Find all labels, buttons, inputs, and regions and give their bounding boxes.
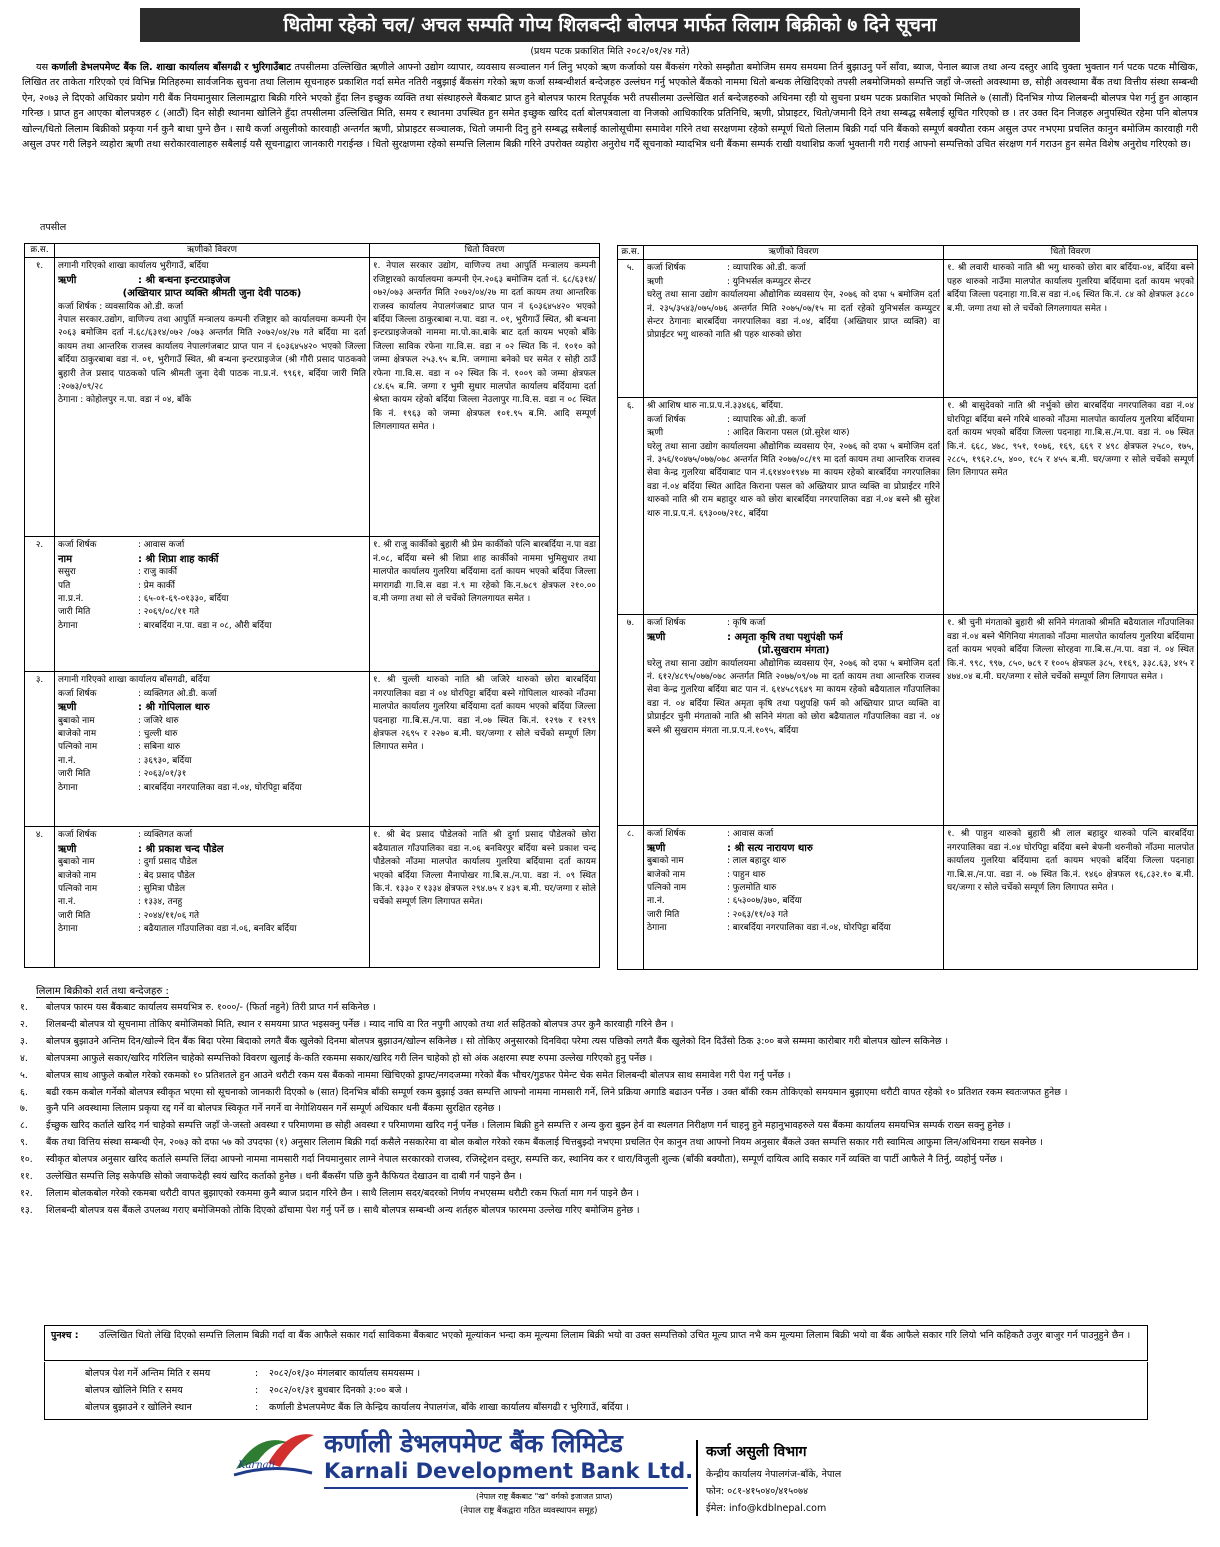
date-value: कर्णाली डेभलपमेण्ट बैंक लि केन्द्रिय कार्यालय नेपालगंज, बाँके शाखा कार्यालय बाँसगढी र भुरिगाउँ, बर्दिया । [269, 1402, 629, 1413]
field-label: ठेगाना [58, 782, 78, 793]
row-sn: ४. [25, 827, 55, 968]
field-value: : ६५३००७/३७०, बर्दिया [727, 896, 802, 907]
field-label: ऋणी [58, 702, 77, 714]
row-sn: ३. [25, 672, 55, 827]
condition-text: बैंक तथा वित्तिय संस्था सम्बन्धी ऐन, २०७३ को दफा ५७ को उपदफा (१) अनुसार लिलाम बिक्री गर्दा कसैले नसकारेमा वा बोल कबोल गरेको रकम बैंकलाई चित्तबुझ्दो नभएमा प्रचलित ऐन कानुन तथा आफ्नो नियम अनुसार बैंकले उक्त सम्पत्ति सकार गरी स्वामित्व आफुमा लिन/अधिनमा राख्न सक्नेछ । [46, 1137, 1043, 1149]
date-value: २०८२/०१/३० मंगलबार कार्यालय समयसम्म । [269, 1368, 421, 1379]
office-address: केन्द्रीय कार्यालय नेपालगंज-बाँके, नेपाल [706, 1469, 842, 1480]
loan-row [618, 398, 1198, 615]
field-value: : श्री शिप्रा शाह कार्की [138, 553, 219, 565]
condition-item [20, 1000, 1200, 1017]
field-value: : युनिभर्सल कम्प्युटर सेन्टर [727, 276, 811, 287]
debtor-text: (प्रो.सुखराम मंगता) [757, 645, 830, 657]
debtor-field [647, 882, 940, 895]
condition-number: ४. [20, 1052, 28, 1064]
field-label: ठेगाना [58, 620, 78, 631]
header-collateral: धितो विवरण [944, 246, 1198, 260]
intro-lead: यस [36, 62, 52, 73]
condition-text: बोलपत्र साथ आफुले कबोल गरेको रकमको १० प्रतिशतले हुन आउने धरौटी रकम यस बैंकको नाममा खिचिएको ड्राफ्ट/नगदजम्मा गरेको बैंक भौचर/गुडफर पेमेन्ट चेक समेत शिलबन्दी बोलपत्र साथ समावेश गरी पेश गर्नु पर्नेछ । [46, 1069, 791, 1081]
field-value: : कृषि कर्जा [727, 618, 766, 629]
collateral-details: १. श्री लवारी थारुको नाति श्री भगु थारुको छोरा बार बर्दिया-०४, बर्दिया बस्ने पहरु थारुको नाउँमा मालपोत कार्यालय गुलरिया बर्दियामा दर्ता कायम भएको बर्दिया जिल्ला पदनाहा गा.वि.स वडा नं.०६ स्थित कि.नं. ८४ को क्षेत्रफल ३८८० ब.मी. जग्गा तथा सो ले चर्चेको लिगलगायत समेत । [944, 260, 1198, 398]
debtor-text: श्री आशिष थारु ना.प्र.प.नं.३३४६६, बर्दिया. [647, 401, 784, 412]
row-sn: ६. [618, 398, 644, 615]
date-row [85, 1382, 1147, 1399]
department-name: कर्जा असुली विभाग [706, 1444, 807, 1460]
condition-item [20, 1068, 1200, 1085]
field-value: : फुलमोति थारु [727, 883, 777, 894]
field-label: जारी मिति [647, 909, 680, 920]
debtor-field [58, 701, 366, 714]
field-label: ऋणी [647, 631, 666, 643]
condition-number: ३. [20, 1035, 28, 1047]
condition-item [20, 1203, 1200, 1220]
condition-item [20, 1186, 1200, 1203]
tapasil-label: तपसील [40, 222, 67, 233]
debtor-field [58, 539, 366, 552]
collateral-details: १. श्री बासुदेवको नाति श्री नर्भुको छोरा बारबर्दिया नगरपालिका वडा नं.०४ घोरपिट्टा बर्दिया बस्ने गरिबे थारुको नाँउमा मालपोत कार्यालय गुलरिया बर्दियामा दर्ता कायम भएको बर्दिया जिल्ला पदनाहा गा.बि.स./न.पा. वडा नं. ०७ स्थित कि.नं. ६६८, ४७८, ९५१, १०७६, १६९, ६६९ र ४९८ क्षेत्रफल २५८०, १७५, २८८५, १९६२.८५, ४००, १८५ र ४५५ ब.मी. घर/जग्गा र सोले चर्चेको सम्पूर्ण लिग लिगापत समेत [944, 398, 1198, 615]
date-row [85, 1399, 1147, 1416]
field-value: : २०६९/०८/११ गते [138, 607, 200, 618]
field-label: ना.नं. [647, 896, 665, 907]
date-row [85, 1365, 1147, 1382]
debtor-details [55, 258, 370, 537]
debtor-field [58, 782, 366, 795]
condition-item [20, 1101, 1200, 1118]
field-value: : प्रेम कार्की [138, 580, 175, 591]
debtor-field [58, 755, 366, 768]
field-label: ठेगाना [647, 923, 667, 934]
loan-table-right [617, 245, 1198, 970]
field-value: : पाहुन थारु [727, 869, 766, 880]
field-label: ठेगाना [58, 924, 78, 935]
condition-item [20, 1152, 1200, 1169]
header-debtor: ऋणीको विवरण [644, 246, 944, 260]
field-label: ऋणी [58, 274, 77, 286]
condition-text: लिलाम बोलकबोल गरेको रकमबा धरौटी वापत बुझाएको रकममा कुनै ब्याज प्रदान गरिने छैन । साथै लिलाम सदर/बदरको निर्णय नभएसम्म धरौटी रकम फिर्ता माग गर्न पाइने छैन । [46, 1187, 640, 1199]
footer-divider [696, 1440, 698, 1516]
debtor-field [58, 553, 366, 566]
debtor-field [647, 895, 940, 908]
condition-text: कुनै पनि अवस्थामा लिलाम प्रकृया रद्द गर्ने वा बोलपत्र स्विकृत गर्ने नगर्ने वा नेगोशियसन गर्ने सम्पूर्ण अधिकार धनी बैंकमा सुरक्षित रहनेछ । [46, 1103, 501, 1115]
loan-table-left [24, 243, 600, 968]
condition-number: ५. [20, 1069, 28, 1081]
condition-text: बोलपत्र बुझाउने अन्तिम दिन/खोल्ने दिन बैंक बिदा परेमा बिदाको लगतै बैंक खुलेको दिनमा बोलपत्र बुझाउन/खोल्न सकिनेछ । सो तोकिए अनुसारको दिनविदा परेमा त्यस पछिको लगतै बैंक खुलेको दिन दिउँसो ठिक ३:०० बजे सम्ममा कारोबार गरी बोलपत्र खोल्न सकिनेछ । [46, 1035, 949, 1047]
date-colon: : [255, 1402, 259, 1413]
debtor-field [58, 566, 366, 579]
debtor-field [58, 606, 366, 619]
field-label: कर्जा शिर्षक [58, 540, 97, 551]
condition-number: ८. [20, 1120, 28, 1132]
field-value: : बारबर्दिया नगरपालिका वडा नं.०४, घोरपिट्टा बर्दिया [727, 923, 891, 934]
condition-item [20, 1085, 1200, 1102]
field-label: ऋणी [647, 276, 664, 287]
condition-number: १३. [20, 1204, 33, 1216]
debtor-field [58, 829, 366, 842]
debtor-text: कर्जा शिर्षक : व्यवसायिक ओ.डी. कर्जा [58, 301, 184, 312]
field-value: : ३६९३०, बर्दिया [138, 755, 192, 766]
condition-text: बढी रकम कबोल गर्नेको बोलपत्र स्वीकृत भएमा सो सूचनाको जानकारी दिएको ७ (सात) दिनभित्र बाँकी सम्पूर्ण रकम बुझाई उक्त सम्पत्ति आफ्नो नाममा नामसारी गर्ने, लिने प्रक्रिया अगाडि बढाउन पर्नेछ । उक्त बाँकी रकम तोकिएको समयमान बुझाएमा धरौटी वापत रहेको १० प्रतिशत रकम स्वतःजफत हुनेछ । [46, 1086, 1068, 1098]
debtor-text: ठेगाना : कोहोलपुर न.पा. वडा नं ०४, बाँके [58, 395, 192, 406]
debtor-text: घरेलु तथा साना उद्योग कार्यालयमा औद्योगिक व्यवसाय ऐन, २०७६ को दफा ५ बमोजिम दर्ता नं. ६१२/४८९५/०७७/०७८ अन्तर्गत मिति २०७७/०९/०७ मा दर्ता कायम तथा आन्तरिक राजस्व सेवा केन्द्र गुलरिया बर्दिया बाट पान नं. ६१४५८९६४९ मा कायम रहेको बढैयाताल गाँउपालिका वडा नं. ०४ बर्दिया स्थित अमृता कृषि तथा पशुपक्षि फर्म को अख्तियार प्राप्त व्यक्ति वा प्रोप्राईटर चुनी मंगताको नाति श्री सनिने मंगता को छोरा बढैयाताल गाँउपालिका वडा नं. ०४ बस्ने श्री सुखराम मंगता ना.प्र.प.नं.१०९५, बर्दिया [647, 658, 940, 736]
debtor-text: लगानी गरिएको शाखा कार्यालय बाँसगढी, बर्दिया [58, 675, 210, 686]
bank-name-underline [324, 1487, 688, 1489]
date-colon: : [255, 1368, 259, 1379]
field-value: : श्री बन्धना इन्टरप्राइजेज [138, 274, 231, 286]
field-value: : आवास कर्जा [138, 540, 185, 551]
field-value: : श्री गोपिलाल थारु [138, 702, 210, 714]
field-value: : सबिना थारु [138, 742, 181, 753]
office-contact [706, 1466, 841, 1517]
condition-text: बोलपत्रमा आफुले सकार/खरिद गरिलिन चाहेको सम्पत्तिको विवरण खुलाई के-कति रकममा सकार/खरिद गरी लिन चाहेको हो सो अंक अक्षरमा स्पष्ट रुपमा उल्लेख गरिएको हुनु पर्नेछ । [46, 1052, 653, 1064]
loan-row [25, 827, 600, 968]
field-label: कर्जा शिर्षक [58, 830, 97, 841]
row-sn: १. [25, 258, 55, 537]
field-label: बुबाको नाम [58, 715, 95, 726]
loan-row [618, 826, 1198, 970]
collateral-details: १. श्री पाहुन थारुको बुहारी श्री लाल बहादुर थारुको पत्नि बारबर्दिया नगरपालिका वडा नं.०४ घोरपिट्टा बर्दिया बस्ने बेफनी थरुनीको नाँउमा मालपोत कार्यालय गुलरिया बर्दियामा दर्ता कायम भएको बर्दिया जिल्ला पदनाहा गा.बि.स./न.पा. वडा नं. ०७ स्थित कि.नं. १४६० क्षेत्रफल १६,८३२.१० ब.मी. घर/जग्गा र सोले चर्चेको सम्पूर्ण लिग लिगापत समेत । [944, 826, 1198, 970]
field-value: : बेद प्रसाद पौडेल [138, 870, 195, 881]
conditions-heading: लिलाम बिक्रीको शर्त तथा बन्देजहरु : [36, 983, 169, 998]
condition-number: ६. [20, 1086, 28, 1098]
field-value: : आवास कर्जा [727, 829, 774, 840]
condition-item [20, 1051, 1200, 1068]
collateral-details: १. नेपाल सरकार उद्योग, वाणिज्य तथा आपुर्ति मन्त्रालय कम्पनी रजिष्ट्रारको कार्यालयमा कम्पनी ऐन.२०६३ बमोजिम दर्ता नं. ६८/६३१४/ ०७२/०७३ अन्तर्गत मिति २०७२/०४/२७ मा दर्ता कायम तथा आन्तरिक राजस्व कार्यालय नेपालगंजबाट प्राप्त पान नं ६०३६४५४२० भएको बर्दिया जिल्ला ठाकुरबाबा न.पा. वडा न. ०१, भुरीगाउँ स्थित, श्री बन्धना इन्टरप्राइजेजको नाममा मा.पो.का.बाके बाट दर्ता कायम भएको बाँके जिल्ला साविक रफेना गा.वि.स. वडा न ०२ स्थित कि नं. १०१० को जम्मा क्षेत्रफल २५३.९५ ब.मि. जग्गामा बनेको घर समेत र सोही ठाउँ रफेना गा.वि.स. वडा न ०२ स्थित कि नं. १००९ को जम्मा क्षेत्रफल ८४.६५ ब.मि. जग्गा र भुमी सुधार मालपोत कार्यालय बर्दियामा दर्ता श्रेष्ता कायम रहेको बर्दिया जिल्ला नेउलापुर गा.वि.स. वडा न ०८ स्थित कि नं. १९६३ को जम्मा क्षेत्रफल १०१.९५ ब.मि. आदि सम्पूर्ण लिगलगायत समेत । [370, 258, 600, 537]
field-value: : लाल बहादुर थारु [727, 856, 786, 867]
license-note: (नेपाल राष्ट्र बैंकबाट "ख" वर्गको इजाजत प्राप्त) [476, 1492, 613, 1501]
collateral-details: १. श्री चुल्ली थारुको नाति श्री जजिरे थारुको छोरा बारबर्दिया नगरपालिका वडा नं ०४ घोरपिट्टा बर्दिया बस्ने गोपिलाल थारुको नाँउमा मालपोत कार्यालय गुलरिया बर्दियामा दर्ता कायम भएको बर्दिया जिल्ला पदनाहा गा.बि.स./न.पा. वडा नं.०७ स्थित कि.नं. १२९७ र १२९९ क्षेत्रफल २६९५ र २२७० ब.मी. घर/जग्गा र सोले चर्चेको सम्पूर्ण लिग लिगापत समेत । [370, 672, 600, 827]
debtor-field [647, 828, 940, 841]
condition-number: १०. [20, 1154, 33, 1166]
field-label: पत्निको नाम [58, 742, 98, 753]
field-value: : व्यक्तिगत कर्जा [138, 830, 193, 841]
debtor-field [647, 617, 940, 630]
debtor-details [644, 260, 944, 398]
header-collateral: धितो विवरण [370, 244, 600, 258]
date-value: २०८२/०१/३१ बुधबार दिनको ३:०० बजे । [269, 1385, 408, 1396]
header-sn: क्र.स. [25, 244, 55, 258]
date-label: बोलपत्र पेश गर्ने अन्तिम मिति र समय [85, 1368, 211, 1379]
field-value: : आदित किराना पसल (प्रो.सुरेश थारु) [727, 428, 850, 439]
field-value: : २०४४/११/०६ गते [138, 910, 200, 921]
debtor-field [58, 896, 366, 909]
office-email[interactable]: ईमेल: info@kdblnepal.com [706, 1503, 827, 1514]
debtor-details [644, 826, 944, 970]
date-colon: : [255, 1385, 259, 1396]
field-label: बाजेको नाम [58, 729, 97, 740]
debtor-field [58, 274, 366, 287]
condition-number: १. [20, 1002, 28, 1013]
row-sn: ७. [618, 615, 644, 826]
debtor-field [647, 909, 940, 922]
debtor-field [58, 741, 366, 754]
debtor-details [644, 615, 944, 826]
header-debtor: ऋणीको विवरण [55, 244, 370, 258]
condition-text: स्वीकृत बोलपत्र अनुसार खरिद कर्ताले सम्पत्ति लिंदा आफ्नो नाममा नामसारी गर्दा नियमानुसार लाग्ने नेपाल सरकारको राजस्व, रजिस्ट्रेशन दस्तुर, सम्पत्ति कर, स्थानिय कर र धारा/विजुली शुल्क (बाँकी बक्यौता), सम्पूर्ण दायित्व आदि सकार गर्ने व्यक्ति वा पार्टी आफैले नै तिर्नु, व्यहोर्नु पर्नेछ । [46, 1154, 1003, 1166]
field-value: : व्यक्तिगत ओ.डी. कर्जा [138, 688, 217, 699]
condition-text: शिलबन्दी बोलपत्र यस बैंकले उपलब्ध गराए बमोजिमको तोकि दिएको ढाँचामा पेश गर्नु पर्ने छ । साथै बोलपत्र सम्बन्धी अन्य शर्तहरु बोलपत्र फारममा उल्लेख गरिए बमोजिम हुनेछ । [46, 1204, 640, 1216]
debtor-details [55, 672, 370, 827]
field-label: ससुरा [58, 567, 76, 578]
condition-item [20, 1017, 1200, 1034]
field-label: पत्निको नाम [58, 884, 98, 895]
loan-row [25, 258, 600, 537]
published-date: (प्रथम पटक प्रकाशित मिति २०८२/०१/२४ गते) [530, 46, 690, 57]
condition-item [20, 1118, 1200, 1135]
field-value: : व्यापारिक ओ.डी. कर्जा [727, 263, 806, 274]
intro-paragraph [22, 60, 1198, 218]
field-label: कर्जा शिर्षक [647, 414, 686, 425]
field-label: कर्जा शिर्षक [647, 263, 686, 274]
field-value: : अमृता कृषि तथा पशुपंक्षी फर्म [727, 631, 843, 643]
field-label: बाजेको नाम [647, 869, 686, 880]
postscript-text: उल्लिखित धितो लेखि दिएको सम्पत्ति लिलाम बिक्री गर्दा वा बैंक आफैले सकार गर्दा साविकमा बैंकबाट भएको मूल्यांकन भन्दा कम मूल्यमा लिलाम बिक्री भयो वा उक्त सम्पत्तिको उचित मूल्य प्राप्त नभै कम मूल्यमा लिलाम बिक्री भयो वा बैंक आफैले सकार गरि लियो भनि कहिकतै उजुर बाजुर गर्न पाउनुहुने छैन । [99, 1330, 1131, 1341]
office-phone: फोन: ०८१-४१५०४०/४१५०७४ [706, 1486, 809, 1497]
field-label: जारी मिति [58, 910, 91, 921]
bank-logo-icon [228, 1423, 318, 1487]
date-label: बोलपत्र बुझाउने र खोलिने स्थान [85, 1402, 192, 1413]
loan-row [618, 615, 1198, 826]
field-value: : श्री सत्य नारायण थारु [727, 842, 813, 854]
field-value: : श्री प्रकाश चन्द पौडेल [138, 843, 224, 855]
field-label: जारी मिति [58, 607, 91, 618]
header-sn: क्र.स. [618, 246, 644, 260]
field-label: ऋणी [58, 843, 77, 855]
debtor-field [58, 620, 366, 633]
row-sn: २. [25, 537, 55, 672]
field-value: : दुर्गा प्रसाद पौडेल [138, 857, 198, 868]
field-label: ना.नं. [58, 755, 76, 766]
intro-body: तपसीलमा उल्लिखित ऋणीले आफ्नो उद्योग व्यापार, व्यवसाय सञ्चालन गर्न लिनु भएको ऋण कर्जाको यस बैंकसंग गरेको सम्झौता बमोजिम समय समयमा तिर्न बुझाउनु पर्ने साँवा, ब्याज, पेनाल ब्याज तथा अन्य दस्तुर आदि चुक्ता भुक्तान गर्न पटक पटक मौखिक, लिखित तर ताकेता गरिएको एवं विभिन्न मितिहरुमा सार्वजनिक सुचना तथा लिलाम सूचनाहरु प्रकाशित गर्दा समेत नतिरी नबुझाई बैंकसंग गरेको ऋण कर्जा सम्बन्धीशर्त बन्देजहरु उल्लंघन गर्नु भएकोले बैंकको नाममा धितो बन्धक लेखिदिएको तपसी लबमोजिमको सम्पत्ति जहाँ जे-जस्तो अवस्थामा छ, सोही अवस्थामा बैंक तथा वित्तीय संस्था सम्बन्धी ऐन, २०७३ ले दिएको अधिकार प्रयोग गरी बैंक नियमानुसार लिलामद्वारा बिक्री गरिने भएको हुँदा लिन इच्छुक व्यक्ति तथा संस्थाहरुले बैंकबाट प्राप्त हुने बोलपत्र फारम रितपूर्वक भरी तपसीलमा उल्लेखित शर्त बन्देजहरुको अधिनमा रही यो सुचना प्रथम पटक प्रकाशित भएको मितिले ७ (सातौं) दिनभित्र गोप्य शिलबन्दी बोलपत्र पेश गर्नु हुन आव्हान गरिन्छ । प्राप्त हुन आएका बोलपत्रहरु ८ (आठौं) दिन सोही स्थानमा खोलिने हुँदा तपसीलमा उल्लिखित मिति, समय र स्थानमा उपस्थित हुन समेत इच्छुक खरिद दर्ता बोलपत्रवाला वा निजको आधिकारिक प्रतिनिधि, ऋणी, प्रोप्राइटर, धितो/जमानी दिने तथा सम्बद्ध सबैलाई सूचित गरिएको छ । तर उक्त दिन निजहरु अनुपस्थित रहेमा पनि बोलपत्र खोल्न/धितो लिलाम बिक्रीको प्रकृया गर्न कुनै बाधा पुग्ने छैन । साथै कर्जा असुलीको कारवाही अन्तर्गत ऋणी, प्रोप्राइटर सञ्चालक, धितो जमानी दिनु हुने सम्बद्ध सबैलाई कालोसूचीमा समावेश गरिने तथा सरक्षणमा रहेको सम्पूर्ण धितो लिलाम बिक्री गर्दा पनि बैंकको सम्पूर्ण बक्यौता रकम असुल उपर नभएमा प्रचलित कानुन बमोजिम कारवाही गरी असुल उपर गरी लिइने व्यहोरा ऋणी तथा सरोकारवालाहरु सबैलाई यसै सूचनाद्वारा जानकारी गराईन्छ । धितो सुरक्षणमा रहेको सम्पत्ति लिलाम बिक्री गरिने उपरोक्त व्यहोरा अनुरोध गर्दै सूचनाको म्यादभित्र धनी बैंकमा सम्पर्क राखी यथाशिघ्र कर्जा भुक्तानी गरी गराई आफ्नो सम्पत्तिको उचित संरक्षण गर्न गराउन हुन समेत विशेष अनुरोध गरिएको छ। [22, 62, 1198, 151]
condition-number: २. [20, 1018, 28, 1030]
field-value: : बारबर्दिया न.पा. वडा न ०८, औरी बर्दिया [138, 620, 272, 631]
field-label: जारी मिति [58, 769, 91, 780]
debtor-text: नेपाल सरकार.उद्योग, वाणिज्य तथा आपुर्ति मन्त्रालय कम्पनी रजिष्ट्रार को कार्यालयमा कम्पनी ऐन २०६३ बमोजिम दर्ता नं.६८/६३१४/०७२ /०७३ अन्तर्गत मिति २०७२/०४/२७ गते बर्दिया मा दर्ता कायम तथा आन्तरिक राजस्व कार्यालय नेपालगंजबाट प्राप्त पान नं ६०३६४५४२० भएको जिल्ला बर्दिया ठाकुरबाबा वडा नं. ०१, भुरीगाउँ स्थित, श्री बन्धना इन्टरप्राइजेज (श्री गौरी प्रसाद पाठकको बुहारी तेज प्रसाद पाठकको पत्नि श्रीमती जुना देवी पाठक ना.प्र.नं. ९९६१, बर्दिया जारी मिति :२०७३/०९/२८ [58, 315, 366, 393]
field-label: कर्जा शिर्षक [647, 618, 686, 629]
bank-branch-name: कर्णाली डेभलपमेण्ट बैंक लि. शाखा कार्यालय बाँसगढी र भुरिगाउँबाट [51, 62, 292, 73]
condition-text: ईच्छुक खरिद कर्ताले खरिद गर्न चाहेको सम्पत्ति जहाँ जे-जस्तो अवस्था र परिमाणमा छ सोही अवस्था र परिमाणमा खरिद गर्नु पर्नेछ । लिलाम बिक्री हुने सम्पत्ति र अन्य कुरा बुझ्न हेर्न वा स्थलगत निरीक्षण गर्न चाहनु हुने महानुभावहरुले यस बैंकमा कार्यालय समयभित्र सम्पर्क राख्न सक्नु हुनेछ । [46, 1120, 1011, 1132]
debtor-field [647, 262, 940, 275]
field-value: : व्यापारिक ओ.डी. कर्जा [727, 414, 806, 425]
conditions-list [20, 1000, 1200, 1220]
field-label: कर्जा शिर्षक [647, 829, 686, 840]
postscript [44, 1325, 1148, 1361]
debtor-field [58, 580, 366, 593]
collateral-details: १. श्री बेद प्रसाद पौडेलको नाति श्री दुर्गा प्रसाद पौडेलको छोरा बढैयाताल गाँउपालिका वडा न.०६ बनविरपुर बर्दिया बस्ने प्रकाश चन्द पौडेलको नाँउमा मालपोत कार्यालय गुलरिया बर्दियामा दर्ता कायम भएको बर्दिया जिल्ला मैनापोखर गा.बि.स./न.पा. वडा नं. ०९ स्थित कि.नं. १३३० र १३३४ क्षेत्रफल २९४.७५ र ४३९ ब.मी. घर/जग्गा र सोले चर्चेको सम्पूर्ण लिग लिगापत समेत। [370, 827, 600, 968]
field-label: बुबाको नाम [647, 856, 684, 867]
debtor-text: लगानी गरिएको शाखा कार्यालय भुरीगाउँ, बर्दिया [58, 261, 209, 272]
field-value: : सुमित्रा पौडेल [138, 884, 186, 895]
condition-text: बोलपत्र फारम यस बैंकबाट कार्यालय समयभित्र रु. १०००/- (फिर्ता नहुने) तिरी प्राप्त गर्न सकिनेछ । [46, 1002, 376, 1013]
condition-item [20, 1169, 1200, 1186]
debtor-field [58, 910, 366, 923]
debtor-field [58, 856, 366, 869]
debtor-field [58, 870, 366, 883]
field-label: बुबाको नाम [58, 857, 95, 868]
row-sn: ८. [618, 826, 644, 970]
debtor-field [58, 883, 366, 896]
collateral-details: १. श्री चुनी मंगताको बुहारी श्री सनिने मंगताको श्रीमति बढैयाताल गाँउपालिका वडा नं.०४ बस्ने भैगिनिया मंगताको नाँउमा मालपोत कार्यालय गुलरिया बर्दियामा दर्ता कायम भएको बर्दिया जिल्ला सोरहवा गा.बि.स./न.पा. वडा नं. ०४ स्थित कि.नं. ९९८, ९९७, ८५०, ७८९ र १००५ क्षेत्रफल ३८५, ११६९, ३३८.६३, ४१५ र ४७४.०४ ब.मी. घर/जग्गा र सोले चर्चेको सम्पूर्ण लिग लिगापत समेत । [944, 615, 1198, 826]
debtor-field [647, 276, 940, 289]
debtor-field [58, 768, 366, 781]
debtor-details [644, 398, 944, 615]
debtor-field [647, 842, 940, 855]
collateral-details: १. श्री राजु कार्कीको बुहारी श्री प्रेम कार्कीको पत्नि बारबर्दिया न.पा वडा नं.०८, बर्दिया बस्ने श्री शिप्रा शाह कार्कीको नाममा भुमिसुधार तथा मालपोत कार्यालय गुलरिया बर्दियामा दर्ता कायम भएको बर्दिया जिल्ला मगरागढी गा.वि.स वडा नं.९ मा रहेको कि.न.७८९ क्षेत्रफल २१०.०० व.मी जग्गा तथा सो ले चर्चेको लिगलगायत समेत । [370, 537, 600, 672]
field-value: : चुल्ली थारु [138, 729, 178, 740]
field-value: : २०६३/०१/३१ [138, 769, 187, 780]
condition-item [20, 1135, 1200, 1152]
field-value: : २०६३/११/०३ गते [727, 909, 789, 920]
debtor-text: घरेलु तथा साना उद्योग कार्यालयमा औद्योगिक व्यवसाय ऐन, २०७६ को दफा ५ बमोजिम दर्ता नं. २३५/३५४३/०७५/०७६ अन्तर्गत मिति २०७५/०७/१५ मा दर्ता रहेको युनिभर्सल कम्प्युटर सेन्टर ठेगानाः बारबर्दिया नगरपालिका वडा नं.०४, बर्दिया (अख्तियार प्राप्त व्यक्ति) वा प्रोप्राईटर भगु थारुको नाति श्री पहरु थारुको छोरा [647, 290, 940, 341]
debtor-field [647, 855, 940, 868]
loan-row [25, 537, 600, 672]
debtor-field [647, 414, 940, 427]
field-value: : ६५-०१-६९-०१३३०, बर्दिया [138, 594, 229, 605]
debtor-field [58, 715, 366, 728]
condition-item [20, 1034, 1200, 1051]
bank-name-nepali: कर्णाली डेभलपमेण्ट बैंक लिमिटेड [324, 1429, 623, 1458]
debtor-field [647, 427, 940, 440]
field-label: ना.प्र.नं. [58, 594, 84, 605]
field-label: ऋणी [647, 842, 666, 854]
debtor-field [58, 923, 366, 936]
condition-number: ११. [20, 1171, 33, 1183]
condition-text: उल्लेखित सम्पत्ति लिइ सकेपछि सोको जवाफदेही स्वयं खरिद कर्ताको हुनेछ । धनी बैंकसँग पछि कुनै कैफियत देखाउन वा दाबी गर्न पाइने छैन । [46, 1171, 522, 1183]
field-label: पत्निको नाम [647, 883, 687, 894]
loan-row [25, 672, 600, 827]
field-value: : बढैयाताल गाँउपालिका वडा नं.०६, बनविर बर्दिया [138, 924, 297, 935]
field-label: पति [58, 580, 71, 591]
condition-number: ९. [20, 1137, 28, 1149]
field-label: ऋणी [647, 428, 664, 439]
field-label: ना.नं. [58, 897, 76, 908]
condition-number: ७. [20, 1103, 28, 1115]
date-label: बोलपत्र खोलिने मिति र समय [85, 1385, 183, 1396]
debtor-text: (अख्तियार प्राप्त व्यक्ति श्रीमती जुना देवी पाठक) [122, 288, 302, 300]
debtor-field [58, 728, 366, 741]
field-label: नाम [58, 553, 73, 565]
debtor-field [647, 922, 940, 935]
bank-name-english: Karnali Development Bank Ltd. [324, 1459, 694, 1483]
debtor-field [647, 869, 940, 882]
postscript-label: पुनश्च : [51, 1330, 79, 1341]
bid-dates [44, 1362, 1148, 1420]
field-value: : जजिरे थारु [138, 715, 179, 726]
loan-row [618, 260, 1198, 398]
notice-title: धितोमा रहेको चल/ अचल सम्पति गोप्य शिलबन्दी बोलपत्र मार्फत लिलाम बिक्रीको ७ दिने सूचना [140, 8, 1080, 42]
field-label: बाजेको नाम [58, 870, 97, 881]
debtor-text: घरेलु तथा साना उद्योग कार्यालयमा औद्योगिक व्यवसाय ऐन, २०७६ को दफा ५ बमोजिम दर्ता नं. ३५६/१०४७५/०७७/०७८ अन्तर्गत मिति २०७७/०८/१९ मा दर्ता कायम तथा आन्तरिक राजस्व सेवा केन्द्र गुलरिया बर्दियाबाट पान नं.६१४४०१९४७ मा कायम रहेको बारबर्दिया नगरपालिका वडा नं.०४ बर्दिया स्थित आदित किराना पसल को अख्तियार प्राप्त व्यक्ति वा प्रोप्राईटर गरिने थारुको नाति श्री राम बहादुर थारु को छोरा बारबर्दिया नगरपालिका वडा नं.०४ बस्ने श्री सुरेश थारु ना.प्र.प.नं. ६९३००७/२१८, बर्दिया [647, 441, 940, 519]
field-label: कर्जा शिर्षक [58, 688, 97, 699]
field-value: : १३३४, तनहु [138, 897, 183, 908]
field-value: : बारबर्दिया नगरपालिका वडा नं.०४, घोरपिट्टा बर्दिया [138, 782, 302, 793]
logo-text: Karnali [238, 1460, 276, 1471]
row-sn: ५. [618, 260, 644, 398]
debtor-field [58, 843, 366, 856]
management-note: (नेपाल राष्ट्र बैंकद्वारा गठित व्यवस्थापन समूह) [460, 1506, 598, 1516]
debtor-details [55, 827, 370, 968]
debtor-field [647, 631, 940, 644]
debtor-details [55, 537, 370, 672]
debtor-field [58, 688, 366, 701]
condition-number: १२. [20, 1187, 33, 1199]
field-value: : राजु कार्की [138, 567, 178, 578]
debtor-field [58, 593, 366, 606]
condition-text: शिलबन्दी बोलपत्र यो सूचनामा तोकिए बमोजिमको मिति, स्थान र समयमा प्राप्त भइसक्नु पर्नेछ । म्याद नाघि वा रित नपुगी आएको तथा शर्त सहितको बोलपत्र उपर कुनै कारवाही गरिने छैन । [46, 1018, 674, 1030]
